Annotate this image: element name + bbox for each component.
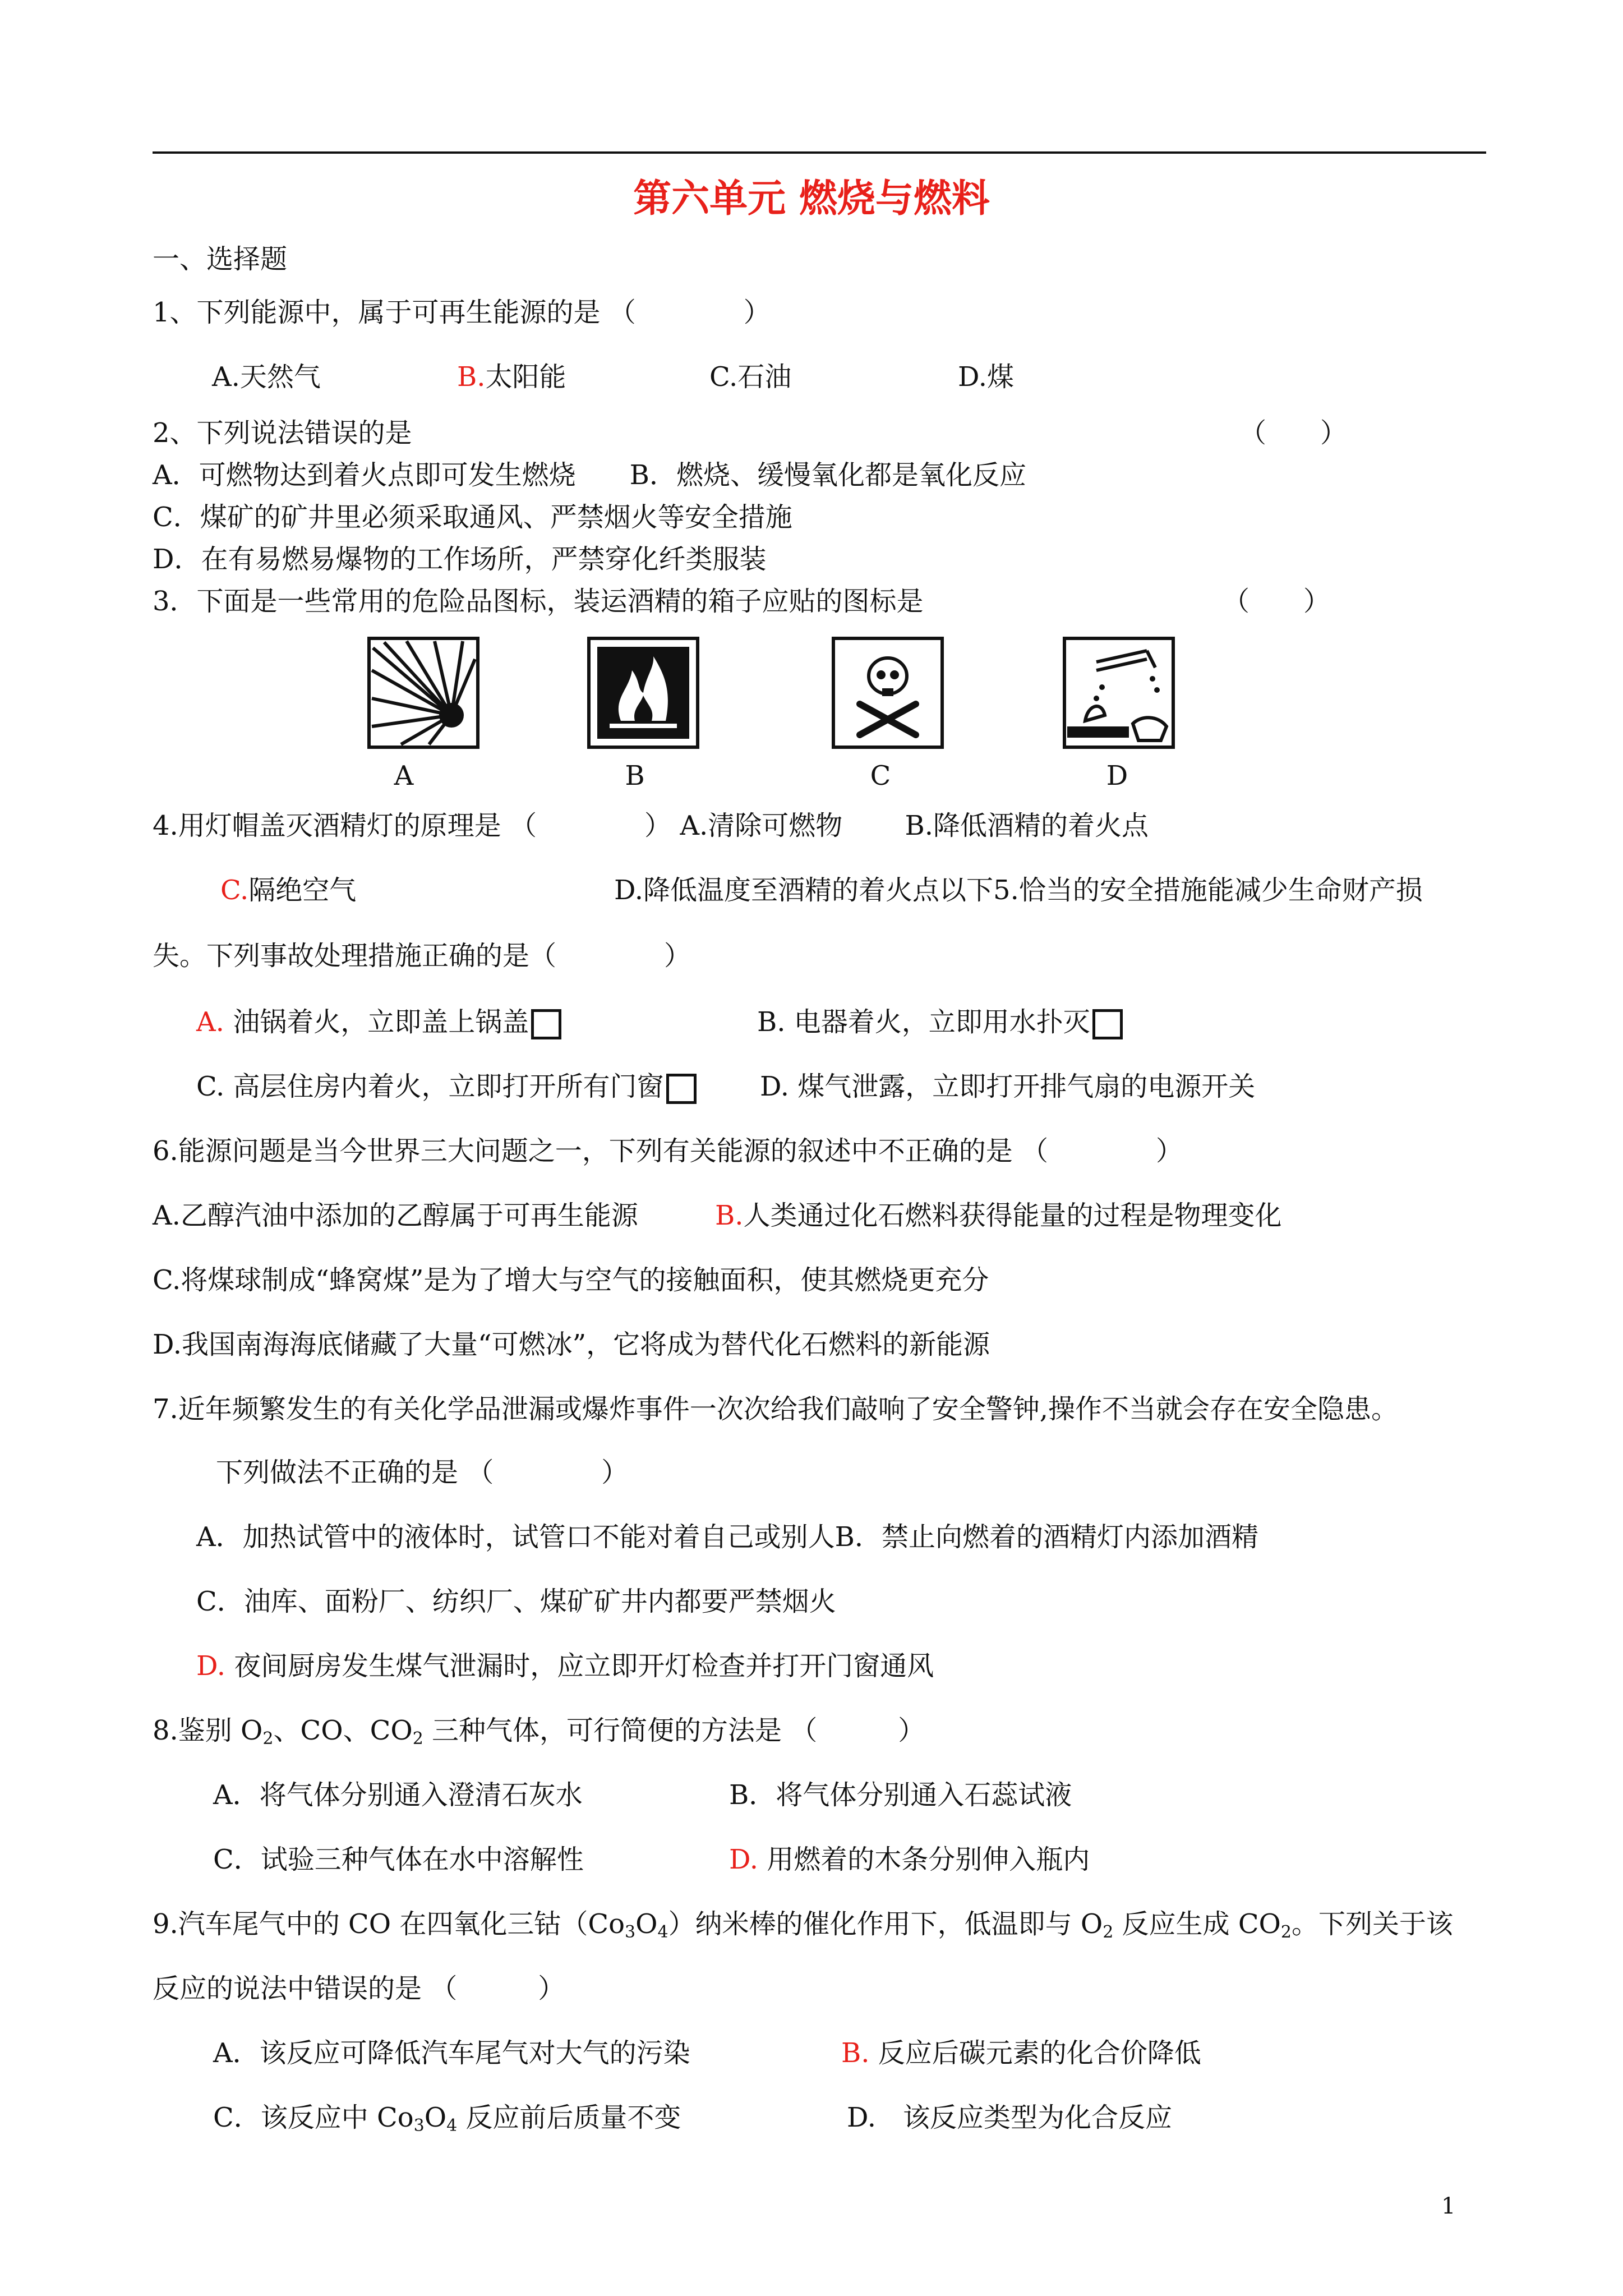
- q9-stem-text: 9.汽车尾气中的 CO 在四氧化三钴（Co: [153, 1908, 625, 1940]
- q8-stem-text: 8.鉴别 O: [153, 1715, 263, 1746]
- subscript: 4: [657, 1922, 668, 1942]
- q6-stem: 6.能源问题是当今世界三大问题之一，下列有关能源的叙述中不正确的是 （ ）: [153, 1135, 1183, 1167]
- q5-option-a-text: 油锅着火，立即盖上锅盖: [233, 1006, 529, 1038]
- q9-option-b: [841, 2035, 1201, 2071]
- toxic-icon: [832, 637, 944, 749]
- q8-option-d-text: 用燃着的木条分别伸入瓶内: [767, 1844, 1090, 1875]
- q7-option-d: [196, 1648, 934, 1684]
- q5-stem: 失。下列事故处理措施正确的是（ ）: [153, 940, 691, 972]
- q1-option-d: D.煤: [958, 361, 1015, 393]
- subscript: 3: [413, 2116, 425, 2136]
- section-heading: 一、选择题: [153, 243, 288, 275]
- icon-label-c: C: [870, 760, 891, 792]
- answer-letter: A.: [196, 1006, 224, 1038]
- q5-option-d: D. 煤气泄露，立即打开排气扇的电源开关: [760, 1071, 1256, 1102]
- page-title: 第六单元 燃烧与燃料: [633, 176, 990, 221]
- q6-option-d: D.我国南海海底储藏了大量“可燃冰”，它将成为替代化石燃料的新能源: [153, 1329, 990, 1360]
- q2-option-d: D．在有易燃易爆物的工作场所，严禁穿化纤类服装: [153, 544, 767, 575]
- q3-answer-paren: （ ）: [1223, 586, 1331, 617]
- answer-letter: B.: [841, 2037, 870, 2069]
- q9-option-c-text: C．该反应中 Co: [213, 2102, 414, 2133]
- q9-option-c-text: 反应前后质量不变: [457, 2102, 681, 2133]
- corrosive-icon: [1063, 637, 1175, 749]
- q4-option-c-text: 隔绝空气: [248, 875, 357, 906]
- header-rule: [153, 151, 1486, 154]
- q7-option-d-text: 夜间厨房发生煤气泄漏时，应立即开灯检查并打开门窗通风: [234, 1650, 934, 1682]
- q8-stem: [153, 1713, 925, 1749]
- q9-stem-text: 。下列关于该: [1292, 1908, 1454, 1940]
- subscript: 3: [625, 1922, 636, 1942]
- q6-option-c: C.将煤球制成“蜂窝煤”是为了增大与空气的接触面积，使其燃烧更充分: [153, 1264, 989, 1296]
- icon-label-b: B: [625, 760, 645, 792]
- q9-stem-2: 反应的说法中错误的是 （ ）: [153, 1973, 565, 2004]
- q1-option-b: [457, 359, 566, 395]
- q6-option-a: A.乙醇汽油中添加的乙醇属于可再生能源: [153, 1200, 638, 1231]
- q2-answer-paren: （ ）: [1239, 417, 1348, 449]
- q2-option-c: C．煤矿的矿井里必须采取通风、严禁烟火等安全措施: [153, 501, 792, 533]
- q1-option-b-text: 太阳能: [485, 361, 566, 393]
- subscript: 2: [1280, 1922, 1292, 1942]
- q8-option-c: C．试验三种气体在水中溶解性: [213, 1844, 584, 1875]
- q1-stem: 1、下列能源中，属于可再生能源的是 （ ）: [153, 297, 771, 328]
- q3-stem: 3．下面是一些常用的危险品图标，装运酒精的箱子应贴的图标是: [153, 586, 924, 617]
- subscript: 4: [446, 2116, 458, 2136]
- q9-option-a: A．该反应可降低汽车尾气对大气的污染: [213, 2037, 690, 2069]
- q4-option-c: [220, 872, 356, 908]
- q7-option-c: C．油库、面粉厂、纺织厂、煤矿矿井内都要严禁烟火: [196, 1586, 836, 1617]
- q5-option-c: [196, 1069, 697, 1105]
- subscript: 2: [1103, 1922, 1114, 1942]
- q6-option-b-text: 人类通过化石燃料获得能量的过程是物理变化: [743, 1200, 1282, 1231]
- q9-stem: [153, 1906, 1453, 1942]
- answer-letter: D.: [729, 1844, 759, 1875]
- q4-stem: 4.用灯帽盖灭酒精灯的原理是 （ ） A.清除可燃物 B.降低酒精的着火点: [153, 810, 1149, 841]
- q5-option-b: [757, 1004, 1123, 1040]
- checkbox[interactable]: [1092, 1009, 1123, 1039]
- q7-option-ab: A．加热试管中的液体时，试管口不能对着自己或别人B．禁止向燃着的酒精灯内添加酒精: [196, 1521, 1258, 1553]
- q6-option-b: [715, 1198, 1282, 1234]
- q9-option-b-text: 反应后碳元素的化合价降低: [878, 2037, 1201, 2069]
- q7-stem-2: 下列做法不正确的是 （ ）: [216, 1457, 629, 1488]
- answer-letter: C.: [220, 875, 249, 906]
- subscript: 2: [262, 1729, 274, 1749]
- q5-option-b-text: B. 电器着火，立即用水扑灭: [757, 1006, 1090, 1038]
- q9-stem-text: O: [635, 1908, 658, 1940]
- q9-stem-text: 反应生成 CO: [1113, 1908, 1281, 1940]
- q9-option-c: [213, 2100, 681, 2136]
- q9-option-c-text: O: [424, 2102, 447, 2133]
- checkbox[interactable]: [666, 1074, 697, 1104]
- explosive-icon: [367, 637, 479, 749]
- q1-option-a: A.天然气: [212, 361, 321, 393]
- flammable-icon: [587, 637, 699, 749]
- answer-letter: D.: [196, 1650, 226, 1682]
- answer-letter: B.: [457, 361, 486, 393]
- q8-option-d: [729, 1842, 1090, 1878]
- icon-label-a: A: [394, 760, 414, 792]
- q2-option-a: A．可燃物达到着火点即可发生燃烧 B．燃烧、缓慢氧化都是氧化反应: [153, 459, 1026, 491]
- q8-stem-text: 三种气体，可行简便的方法是 （ ）: [423, 1715, 925, 1746]
- q9-option-d: D. 该反应类型为化合反应: [847, 2102, 1173, 2133]
- icon-label-d: D: [1106, 760, 1128, 792]
- page-number: 1: [1441, 2193, 1456, 2219]
- checkbox[interactable]: [531, 1009, 561, 1039]
- q5-option-a: [196, 1004, 561, 1040]
- q4-option-d: D.降低温度至酒精的着火点以下5.恰当的安全措施能减少生命财产损: [614, 875, 1423, 906]
- subscript: 2: [412, 1729, 423, 1749]
- answer-letter: B.: [715, 1200, 744, 1231]
- q5-option-c-text: C. 高层住房内着火，立即打开所有门窗: [196, 1071, 664, 1102]
- q2-stem: 2、下列说法错误的是: [153, 417, 412, 449]
- q8-option-b: B．将气体分别通入石蕊试液: [729, 1779, 1072, 1811]
- q8-option-a: A．将气体分别通入澄清石灰水: [213, 1779, 583, 1811]
- q7-stem: 7.近年频繁发生的有关化学品泄漏或爆炸事件一次次给我们敲响了安全警钟,操作不当就会存在安全隐患。: [153, 1393, 1399, 1425]
- q9-stem-text: ）纳米棒的催化作用下，低温即与 O: [668, 1908, 1103, 1940]
- q8-stem-text: 、CO、CO: [273, 1715, 413, 1746]
- q1-option-c: C.石油: [709, 361, 792, 393]
